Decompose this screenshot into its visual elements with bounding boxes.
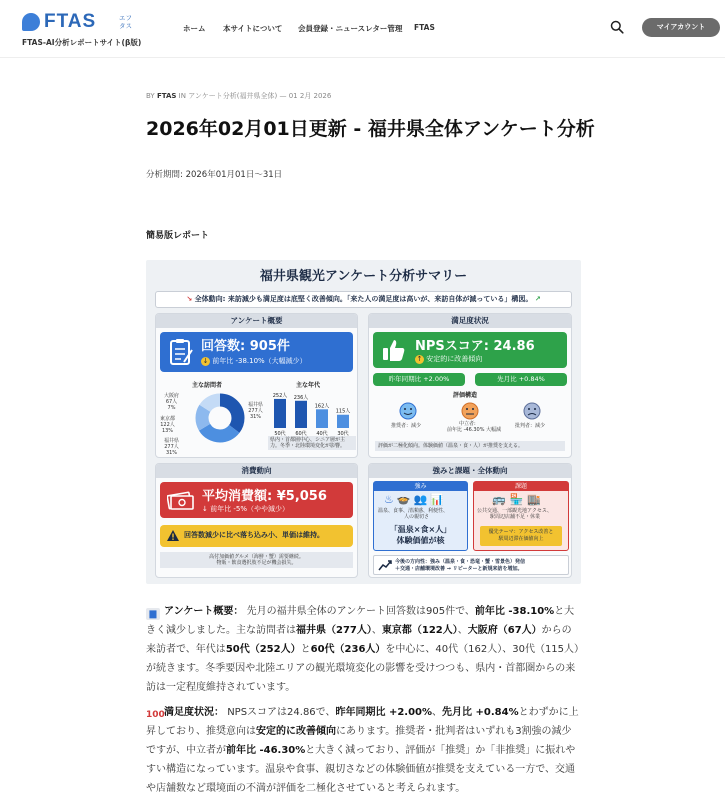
bar-chart-icon: ▆ (146, 608, 160, 620)
strength-text-1: 温泉、食事、清潔感、利便性、 (378, 508, 449, 514)
nps-score-card (373, 332, 567, 368)
spend-note (160, 552, 353, 568)
logo-text: FTAS (44, 11, 97, 32)
sad-face-icon (523, 402, 541, 420)
response-count: 回答数: 905件 (201, 339, 290, 354)
p1-t5: からの来訪者で、年代は (146, 625, 572, 655)
issue-text-1: 公共交通、一部観光地アクセス、 (477, 508, 553, 514)
p2-t1: NPSスコアは24.86で、 (227, 707, 336, 718)
post-meta (146, 91, 331, 101)
passive-label: 中立者: (459, 421, 476, 427)
age-bar-value: 252人 (272, 392, 288, 399)
neutral-face-icon (461, 402, 479, 420)
summary-infographic (146, 260, 581, 584)
satisfaction-panel-header: 満足度状況 (369, 314, 571, 328)
p1-t1: 先月の福井県全体のアンケート回答数は905件で、 (246, 606, 475, 617)
age-bar-label: 50代 (274, 431, 286, 436)
survey-note: 県内・首都圏中心、シニア層が主力。冬季・北陸環境変化が影響。 (268, 436, 356, 450)
meta-by: BY (146, 92, 155, 100)
visitors-title: 主な訪問者 (192, 382, 223, 389)
p2-label: 満足度状況： (164, 707, 224, 718)
age-bar-label: 60代 (295, 431, 307, 436)
p1-b1: 前年比 -38.10% (474, 606, 555, 617)
p1-b5: 50代（252人） (225, 644, 301, 655)
trend-up-icon: ↗ (534, 295, 541, 303)
spend-change-text: 前年比 -5%（やや減少） (210, 505, 289, 513)
age-bar (295, 401, 307, 428)
detractor-label: 批判者：減少 (515, 423, 546, 429)
p1-b4: 大阪府（67人） (467, 625, 542, 636)
visitor-osaka: 大阪府 67人 7% (164, 393, 180, 411)
survey-overview-panel (155, 313, 358, 458)
nav-ftas[interactable]: FTAS (414, 23, 435, 32)
avg-spend-card (160, 482, 353, 518)
trend-chart-icon (378, 559, 392, 572)
p1-t7: を中心に、40代（162人）、30代（115人）が続きます。冬季要因や北陸エリアの観光環境変化の影響を受けつつも、県内・首都圏からの来訪は一定程度維持されています。 (146, 644, 580, 693)
p2-t4: にあります。推奨者・批判者はいずれも3割強の減少ですが、中立者が (146, 726, 572, 756)
strength-icons: ♨🍲👥📊 (384, 493, 447, 506)
nav-about[interactable]: 本サイトについて (223, 24, 283, 33)
age-bar (337, 415, 349, 428)
visitor-donut-chart (194, 392, 246, 444)
site-header (0, 0, 725, 58)
issue-label: 課題 (474, 482, 568, 491)
direction-1: 今後の方向性：強み（温泉・食・恐竜・蟹・雪景色）発信 (395, 559, 526, 565)
age-bar-label: 40代 (316, 431, 328, 436)
age-bar (274, 399, 286, 428)
trend-down-icon: ↘ (186, 295, 193, 303)
nps-trend (415, 354, 482, 364)
post-date: — 01 2月 2026 (279, 92, 332, 100)
spend-note-2: 物販・飲食選択肢不足が機会損失。 (216, 560, 297, 566)
strengths-panel-header: 強みと課題・全体動向 (369, 464, 571, 478)
age-bar-value: 236人 (293, 394, 309, 401)
spend-note-1: 高付加価値グルメ（海鮮・蟹）需要継続。 (209, 554, 304, 560)
satisfaction-panel (368, 313, 572, 458)
issue-text-2: 駅周辺店舗不足・休業 (490, 514, 541, 520)
spending-panel (155, 463, 358, 578)
section-heading: 簡易版レポート (146, 231, 210, 241)
issue-box (473, 481, 569, 551)
my-account-button[interactable]: マイアカウント (642, 18, 720, 37)
strength-label: 強み (374, 482, 467, 491)
strength-core-1: 「温泉×食×人」 (389, 525, 452, 534)
nps-score: NPSスコア: 24.86 (415, 339, 535, 354)
promoter-label: 推奨者：減少 (391, 423, 422, 429)
evaluation-structure-title: 評価構造 (453, 392, 478, 399)
strength-core (374, 524, 467, 546)
post-author[interactable]: FTAS (156, 92, 177, 100)
age-bar-label: 30代 (337, 431, 349, 436)
strength-text-2: 人の親切さ (404, 514, 430, 520)
p2-t3: とわずかに上昇しており、推奨意向は (146, 707, 579, 737)
thumbs-up-icon (381, 337, 407, 363)
spending-panel-header: 消費動向 (156, 464, 357, 478)
paragraph-survey (146, 602, 581, 697)
age-bar-chart (268, 388, 356, 436)
search-icon[interactable] (610, 20, 624, 34)
logo-kana: エフタス (119, 14, 132, 30)
direction-box (373, 555, 569, 575)
strength-core-2: 体験価値が核 (396, 536, 445, 545)
page-title: 2026年02月01日更新 - 福井県全体アンケート分析 (146, 118, 595, 140)
nps-mom-badge: 先月比 +0.84% (475, 373, 567, 386)
priority-theme (480, 526, 562, 546)
paragraph-satisfaction (146, 703, 581, 798)
p2-b3: 安定的に改善傾向 (256, 726, 336, 737)
ages-title: 主な年代 (296, 382, 321, 389)
nps-trend-text: 安定的に改善傾向 (426, 355, 483, 363)
clipboard-icon (168, 338, 194, 366)
p2-b4: 前年比 -46.30% (226, 745, 306, 756)
nps-yoy-badge: 昨年同期比 +2.00% (373, 373, 465, 386)
visitor-tokyo: 東京都 122人 13% (160, 416, 176, 434)
arrow-down-icon: ↓ (202, 357, 209, 365)
post-category[interactable]: アンケート分析(福井県全体) (188, 92, 278, 100)
response-count-change (201, 356, 307, 366)
avg-spend-change (202, 504, 289, 514)
visitor-fukui-left: 福井県 277人 31% (164, 438, 180, 456)
spend-warning (160, 525, 353, 547)
spend-warning-text: 回答数減少に比べ落ち込み小、単価は維持。 (184, 531, 324, 539)
site-subtitle: FTAS-AI分析レポートサイト(β版) (22, 38, 142, 47)
happy-face-icon (399, 402, 417, 420)
warning-icon (166, 529, 180, 542)
p1-t6: と (300, 644, 311, 655)
response-count-card (160, 332, 353, 372)
p1-t2: と大きく減少しました。主な訪問者は (146, 606, 575, 636)
age-bar-value: 115人 (335, 408, 351, 415)
age-bar-value: 162人 (314, 403, 330, 410)
strengths-issues-panel (368, 463, 572, 578)
issue-icons: 🚌🏪🏬 (492, 493, 546, 506)
age-bar (316, 409, 328, 428)
nav-membership[interactable]: 会員登録・ニュースレター管理 (298, 24, 403, 33)
avg-spend: 平均消費額: ¥5,056 (202, 489, 327, 504)
strength-box (373, 481, 468, 551)
nps-note: 評価が二極化傾向。体験価値（温泉・食・人）が推奨を支える。 (375, 441, 565, 451)
hundred-points-icon: 100 (146, 710, 165, 720)
logo-mark-icon (22, 13, 40, 31)
nav-home[interactable]: ホーム (183, 24, 206, 33)
p1-t3: 、 (371, 625, 382, 636)
money-icon (167, 489, 195, 511)
overall-trend-text: 全体動向: 来訪減少も満足度は底堅く改善傾向。「来た人の満足度は高いが、来訪自体が減っている」構図。 (194, 295, 533, 303)
meta-in: IN (178, 92, 186, 100)
p1-label: アンケート概要： (164, 606, 244, 617)
arrow-up-icon: ↑ (416, 355, 423, 363)
p2-b1: 昨年同期比 +2.00% (335, 707, 433, 718)
overall-trend-banner (155, 291, 572, 308)
p2-b2: 先月比 +0.84% (442, 707, 519, 718)
infographic-title: 福井県観光アンケート分析サマリー (259, 269, 468, 284)
analysis-period: 分析期間: 2026年01月01日〜31日 (146, 170, 283, 180)
passive-change: 前年比 -46.30% 大幅減 (447, 427, 502, 433)
theme-1: 優先テーマ：アクセス改善と (488, 529, 554, 535)
p1-t4: 、 (457, 625, 468, 636)
visitor-fukui-right: 福井県 277人 31% (248, 402, 264, 420)
direction-2: ＋交通・店舗環境改善 → リピーターと新規来訪を増加。 (395, 566, 523, 572)
p2-t2: 、 (432, 707, 443, 718)
survey-panel-header: アンケート概要 (156, 314, 357, 328)
theme-2: 駅周辺滞在価値向上 (498, 536, 544, 542)
count-change-text: 前年比 -38.10%（大幅減少） (212, 357, 307, 365)
p1-b3: 東京都（122人） (381, 625, 458, 636)
arrow-down-icon: ↓ (202, 505, 208, 513)
p1-b2: 福井県（277人） (296, 625, 372, 636)
p1-b6: 60代（236人） (310, 644, 386, 655)
p2-t5: と大きく減っており、評価が「推奨」か「非推奨」に振れやすい構造になっています。温泉や食事、親切さなどの体験価値が推奨を支えている一方で、交通や店舗数など環境面の不満が評価を二極化させていると考えられます。 (146, 745, 576, 794)
